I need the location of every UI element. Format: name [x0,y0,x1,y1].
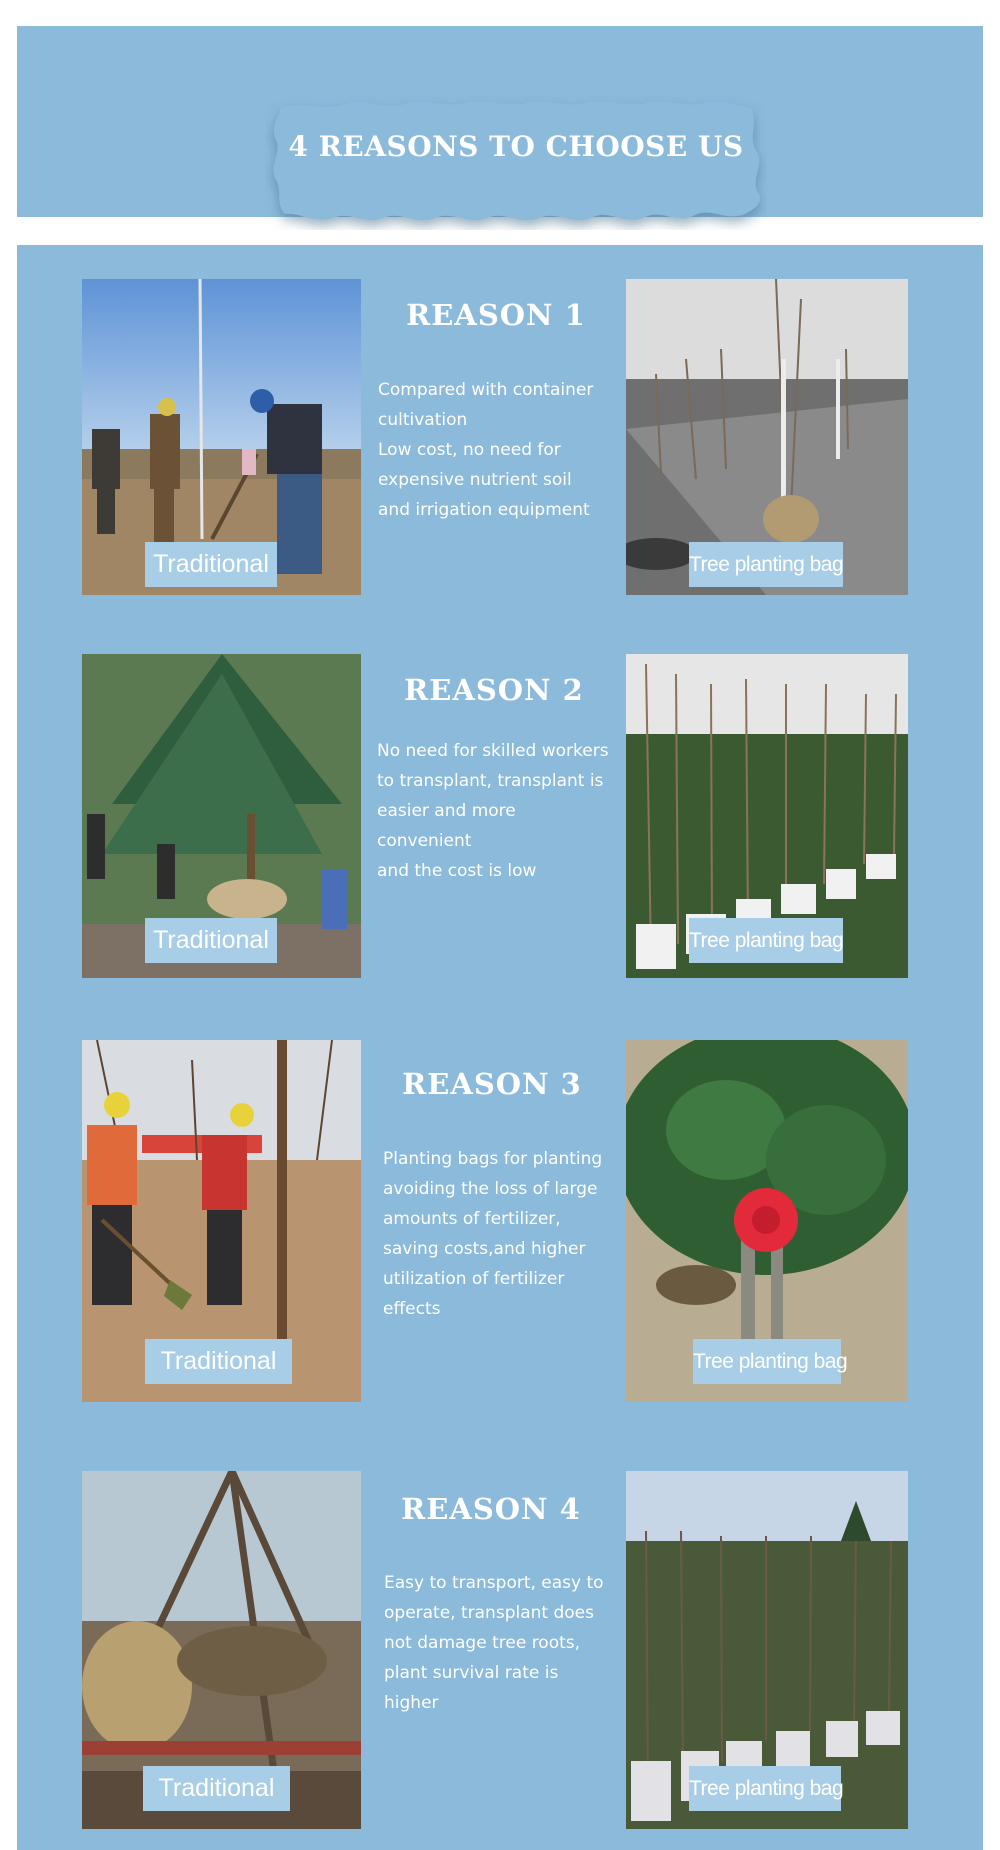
traditional-label: Traditional [145,918,277,963]
header-banner [17,26,983,217]
photo-traditional-1 [82,279,361,595]
title-badge [265,94,767,230]
reason-3-text: Planting bags for planting avoiding the loss of large amounts of fertilizer, saving costs,and higher utilization of fertilizer effects [383,1149,603,1319]
bag-label: Tree planting bag [689,542,843,587]
traditional-label: Traditional [145,542,277,587]
reasons-panel [17,245,983,1850]
reason-2-text: No need for skilled workers to transplant, transplant is easier and more convenient and the cost is low [377,741,609,881]
photo-bag-4 [626,1471,908,1829]
reason-1-title: REASON 1 [406,298,586,332]
reason-3-title: REASON 3 [402,1067,582,1101]
photo-bag-3 [626,1040,908,1402]
reason-1-text: Compared with container cultivation Low cost, no need for expensive nutrient soil and irrigation equipment [378,380,594,520]
photo-traditional-4 [82,1471,361,1829]
bag-label: Tree planting bag [693,1339,841,1384]
photo-bag-1 [626,279,908,595]
photo-traditional-2 [82,654,361,978]
bag-label: Tree planting bag [689,1766,841,1811]
reason-2-title: REASON 2 [404,673,584,707]
traditional-label: Traditional [143,1766,290,1811]
photo-bag-2 [626,654,908,978]
bag-label: Tree planting bag [689,918,843,963]
photo-traditional-3 [82,1040,361,1402]
reason-4-title: REASON 4 [401,1492,581,1526]
reason-4-text: Easy to transport, easy to operate, transplant does not damage tree roots, plant survival rate is higher [384,1573,604,1713]
traditional-label: Traditional [145,1339,292,1384]
page-title: 4 REASONS TO CHOOSE US [288,130,744,163]
